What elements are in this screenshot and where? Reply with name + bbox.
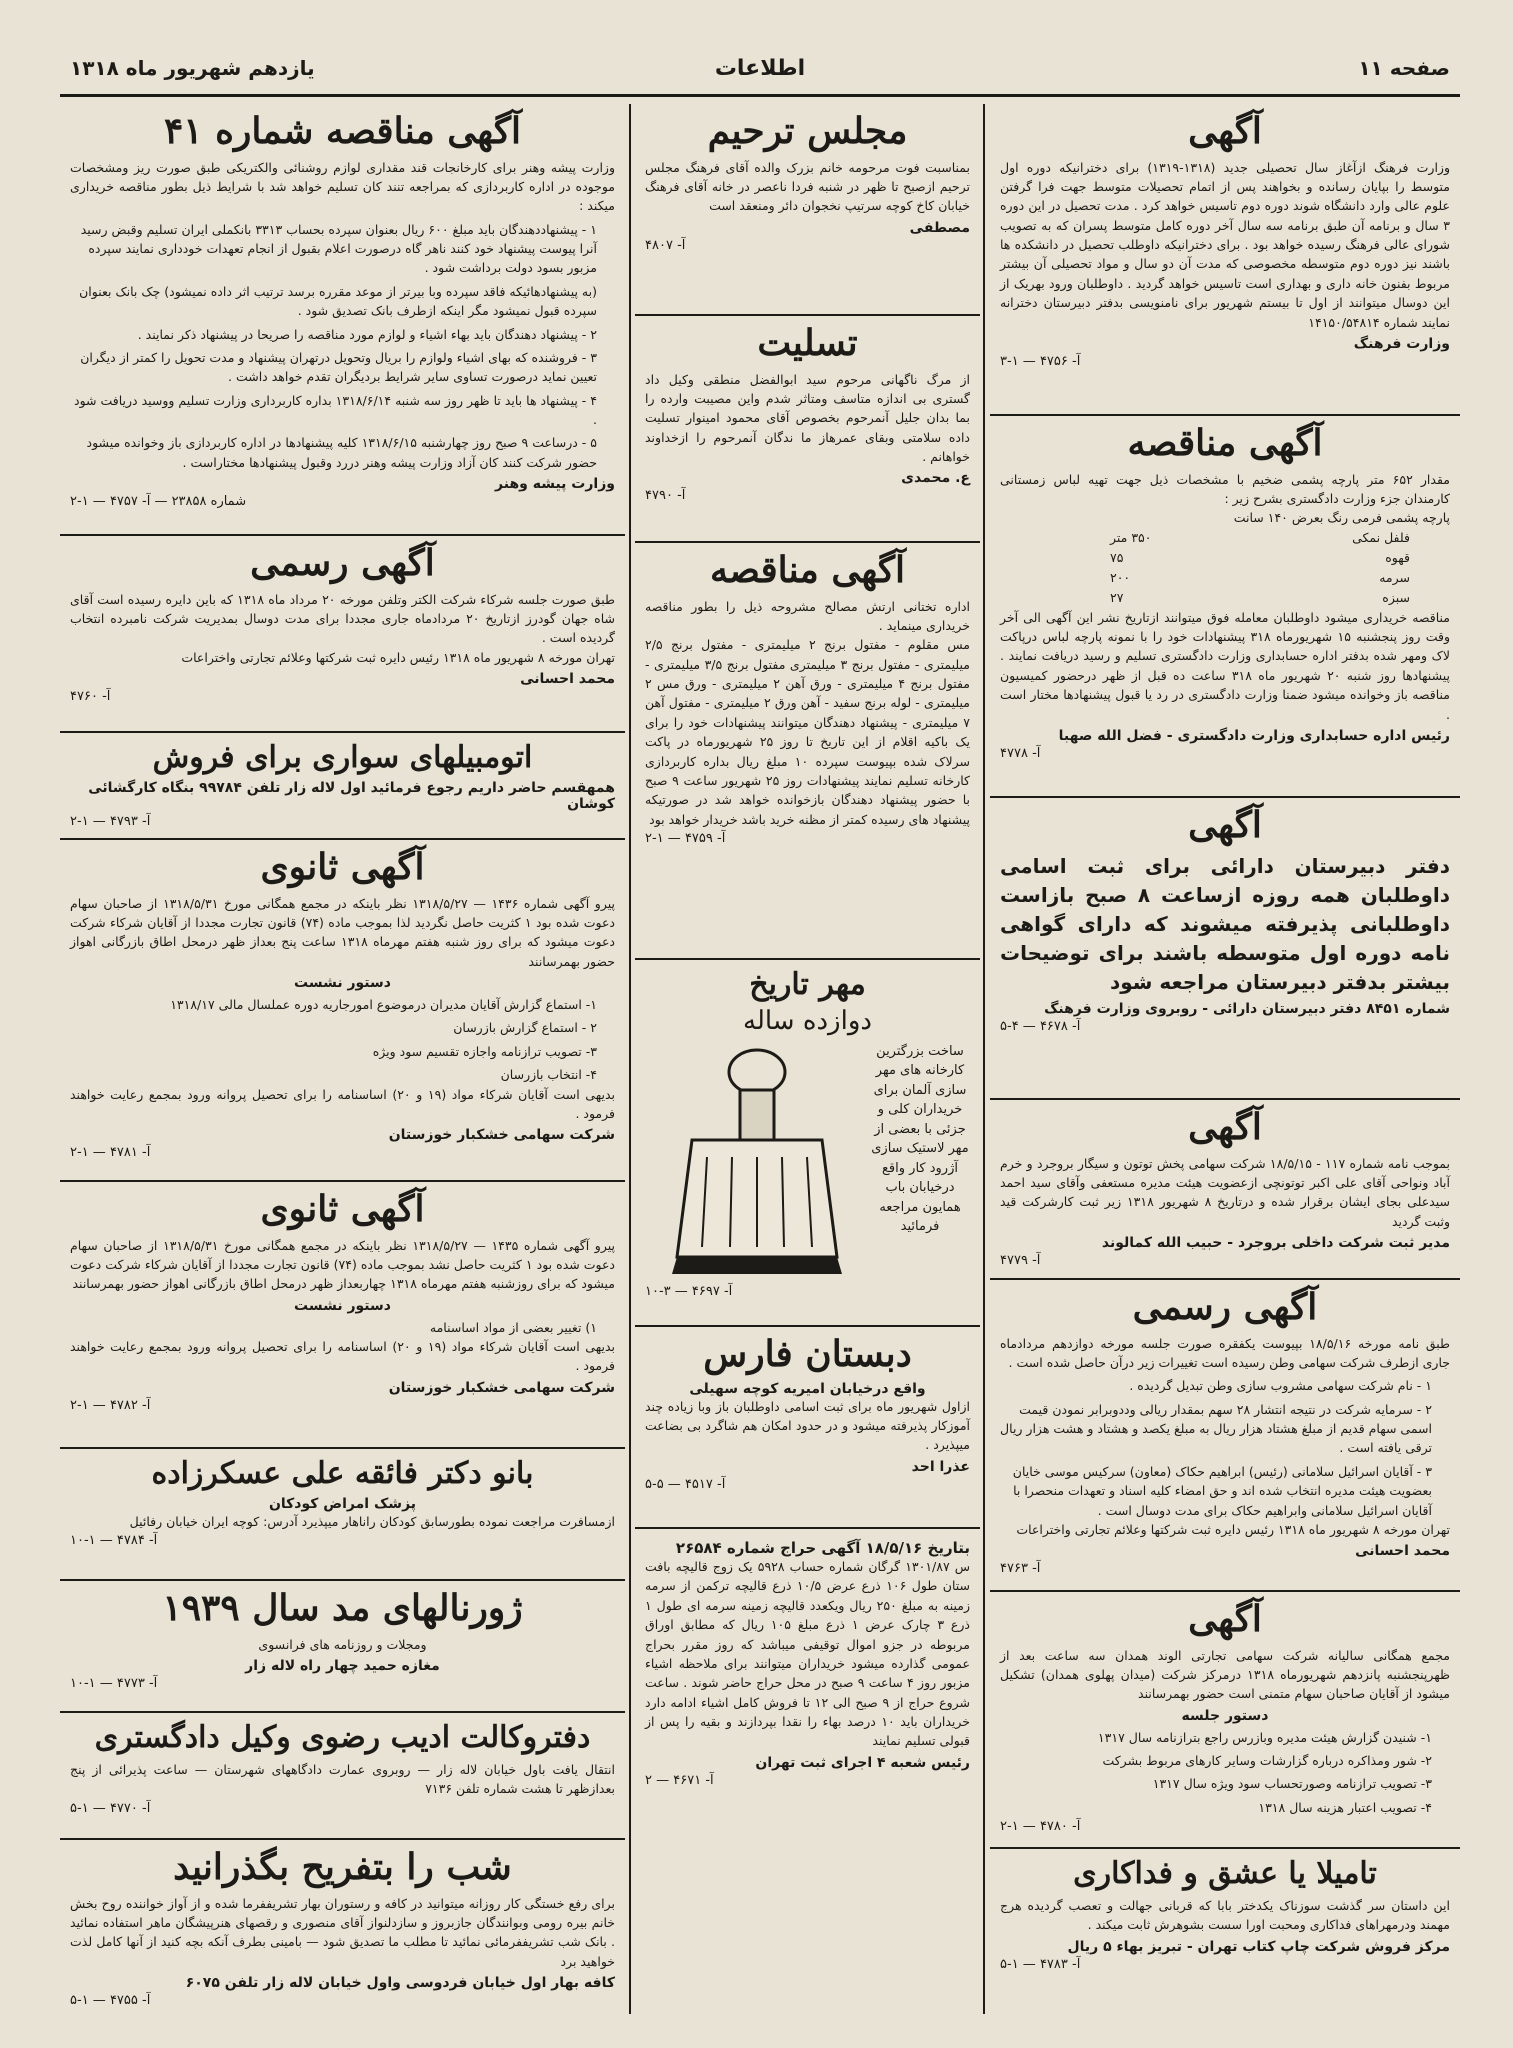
ad-army-tender [635, 543, 980, 960]
ad-official-electro [60, 536, 625, 733]
ad-item: ۲ - پیشنهاد دهندگان باید بهاء اشیاء و لوازم مورد مناقصه را صریحا در پیشنهاد ذکر نمایند . [137, 326, 597, 342]
ad-title: آگهی ثانوی [260, 1188, 425, 1230]
ad-sign: شرکت سهامی خشکبار خوزستان [388, 1127, 615, 1144]
ad-code: آ- ۴۷۵۶ — ۱-۳ [1000, 353, 1081, 369]
ad-date-stamp [635, 960, 980, 1327]
ad-secondary-1 [60, 840, 625, 1182]
ad-sign: محمد احسانی [1355, 1543, 1450, 1560]
ad-sign: عذرا احد [911, 1458, 970, 1475]
ad-subtitle: دستور جلسه [1181, 1707, 1269, 1724]
ad-code: آ- ۴۶۷۱ — ۲ [645, 1772, 714, 1788]
ad-title: آگهی [1188, 110, 1262, 152]
ad-cars-sale [60, 733, 625, 840]
ad-body: از مرگ ناگهانی مرحوم سید ابوالفضل منطقی وکیل داد گستری بی اندازه متاسف ومتاثر شدم واین مصیبت وارده را بما بدان جلیل آنمرحوم بخصوص آقای محمود امینوار تسلیت داده سلامتی وبقای عمرهاز ما ندگان آنمرحوم را ازخداوند خواهانم . [645, 371, 970, 465]
ad-item: ۱- شنیدن گزارش هیئت مدیره وبازرس راجع بترازنامه سال ۱۳۱۷ [1097, 1729, 1432, 1745]
ad-item: ۱- استماع گزارش آقایان مدیران درموضوع امورجاریه دوره عملسال مالی ۱۳۱۸/۱۷ [170, 997, 597, 1013]
ad-item: ۳- تصویب ترازنامه وصورتحساب سود ویژه سال ۱۳۱۷ [1152, 1776, 1432, 1792]
ad-item: ۲- شور ومذاکره درباره گزارشات وسایر کارهای مربوط بشرکت [1102, 1753, 1432, 1769]
ad-alvand-meeting [990, 1592, 1460, 1849]
ad-code: آ- ۴۵۱۷ — ۵-۵ [645, 1476, 726, 1492]
ad-title: تامیلا یا عشق و فداکاری [1073, 1856, 1377, 1891]
ad-title: ژورنالهای مد سال ۱۹۳۹ [162, 1587, 523, 1629]
ad-body: اداره تختانی ارتش مصالح مشروحه ذیل را بطور مناقصه خریداری مینماید . [645, 598, 970, 633]
ad-code: آ- ۴۶۷۸ — ۴-۵ [1000, 1018, 1081, 1034]
ad-body: همهقسم حاضر داریم رجوع فرمائید اول لاله زار تلفن ۹۹۷۸۴ بنگاه کارگشائی کوشان [88, 780, 615, 812]
ad-code: آ- ۴۷۷۳ — ۱-۱۰ [70, 1675, 158, 1691]
table-row: سرمه ۲۰۰ [1110, 569, 1410, 585]
ad-memorial [635, 104, 980, 316]
ad-title: آگهی مناقصه [709, 549, 906, 591]
ad-body: وزارت فرهنگ ازآغاز سال تحصیلی جدید (۱۳۱۸-۱۳۱۹) برای دخترانیکه دوره اول متوسط را بپایان رسانده و بخواهند پس از اتمام تحصیلات متوسط جهت فرا گرفتن علوم عالی وارد دانشگاه شوند دوره دوم تاسیس خواهد کرد . مدت تحصیل در این دوره ۳ سال و برنامه آن طبق برنامه سه سال آخر دوره کامل متوسط پسران که به تصویب شورای عالی فرهنگ رسیده خواهد بود . برای دخترانیکه داوطلب تحصیل در دانشکده ها باشند نیز دوره دوم متوسطه مخصوصی که مدت آن دو سال و مواد تحصیلی آن بیشتر مربوط بفنون خانه داری و بهداری است تاسیس خواهد گردید . داوطلبان ورود بهریک از این دوسال میتوانند از اول تا بیستم شهریور برای نامنویسی بدفتر دبیرستان دخترانه نمایند شماره ۱۴۱۵۰/۵۴۸۱۴ [1000, 159, 1450, 330]
ad-title: مهر تاریخ [749, 967, 866, 1002]
page-number: صفحه ۱۱ [1358, 56, 1450, 80]
ad-lawyer-office [60, 1713, 625, 1840]
ad-code: آ- ۴۷۵۵ — ۱-۵ [70, 1993, 151, 2009]
ad-body-2: مناقصه خریداری میشود داوطلبان معامله فوق میتوانند ازتاریخ نشر این آگهی الی آخر وقت روز پنجشنبه ۱۵ شهریورماه ۳۱۸ پیشنهادات خود را با نمونه پارچه لباس درپاکت لاک ومهر شده بدفتر اداره حسابداری وزارت دادگستری تسلیم و رسید دریافت نمایند . پیشنهادها روز شنبه ۲۰ شهریور ماه ۳۱۸ ساعت ده قبل از ظهر درحضور کمیسیون مناقصه باز وخوانده میشود ضمنا وزارت دادگستری در رد یا قبول پیشنهادها مختار است . [1000, 609, 1450, 722]
ad-title: مجلس ترحیم [707, 110, 908, 152]
ad-finance-school [990, 798, 1460, 1100]
table-row: سبزه ۲۷ [1110, 589, 1410, 605]
ad-item: ۳ - فروشنده که بهای اشیاء ولوازم را بریال وتحویل درتهران پیشنهاد و مدت تحویل را کمتر از دیگران تعیین نماید درصورت تساوی سایر شرایط بردیگران تقدم خواهد داشت . [80, 349, 597, 385]
ad-code: آ- ۴۷۷۸ [1000, 745, 1041, 761]
ad-body: پیرو آگهی شماره ۱۴۳۶ — ۱۳۱۸/۵/۲۷ نظر باینکه در مجمع همگانی مورخ ۱۳۱۸/۵/۳۱ از صاحبان سهام دعوت شده بود ۱ کثریت حاصل نگردید لذا بموجب ماده (۷۴) قانون تجارت مجددا از آقایان شرکاء شرکت دعوت میشود که برای روز شنبه هفتم مهرماه ۱۳۱۸ ساعت پنج بعداز ظهر درمحل اطاق بازرگانی اهواز حضور بهمرسانند [70, 895, 615, 969]
stamp-description: ساخت بزرگترین کارخانه های مهر سازی آلمان برای خریداران کلی و جزئی با بعضی از مهر لاستیک سازی آژرود کار واقع درخیابان باب همایون مراجعه فرمائید [871, 1043, 969, 1235]
ad-title: آگهی رسمی [250, 542, 435, 584]
ad-date-line: تهران مورخه ۸ شهریور ماه ۱۳۱۸ رئیس دایره ثبت شرکتها وعلائم تجارتی واختراعات [181, 649, 615, 665]
ad-code: آ- ۴۷۹۰ [645, 488, 686, 504]
ad-fars-school [635, 1327, 980, 1529]
ad-title: آگهی [1188, 804, 1262, 846]
ad-doctor [60, 1449, 625, 1581]
ad-secondary-2 [60, 1182, 625, 1449]
left-column [60, 104, 625, 2014]
ad-sign: محمد احسانی [520, 671, 615, 688]
ad-sign: ع. محمدی [901, 470, 970, 487]
ad-item: ۳ - آقایان اسرائیل سلامانی (رئیس) ابراهیم حکاک (معاون) سرکیس موسی خایان بعضویت هیئت مدیره انتخاب شده اند و حق امضاء کلیه اسناد و تعهدات منحصرا با آقایان اسرائیل سلامانی وابراهیم حکاک برای مدت دوسال است . [1012, 1463, 1432, 1518]
ad-body: مجمع همگانی سالیانه شرکت سهامی تجارتی الوند همدان سه ساعت بعد از ظهرپنجشنبه پانزدهم شهریورماه ۱۳۱۸ درمرکز شرکت (میدان پهلوی همدان) تشکیل میشود از آقایان صاحبان سهام متمنی است حضور بهمرسانند [1000, 1647, 1450, 1702]
ad-date-line: تهران مورخه ۸ شهریور ماه ۱۳۱۸ رئیس دایره ثبت شرکتها وعلائم تجارتی واختراعات [1016, 1521, 1450, 1537]
issue-date: یازدهم شهریور ماه ۱۳۱۸ [70, 56, 315, 80]
ad-title: دفتروکالت ادیب رضوی وکیل دادگستری [94, 1720, 591, 1755]
ad-subtitle: دستور نشست [294, 1297, 391, 1314]
ad-code: آ- ۴۷۸۲ — ۱-۲ [70, 1397, 151, 1413]
ad-code: آ- ۴۷۶۳ [1000, 1561, 1041, 1577]
ad-body: س ۱۳۰۱/۸۷ گرگان شماره حساب ۵۹۲۸ یک زوج قالیچه بافت ستان طول ۱۰۶ ذرع عرض ۱۰/۵ ذرع قالیچه ترکمن از سرمه زمینه به مبلغ ۲۵۰ ریال ویکعدد قالیچه زمینه سرمه ای طول ۱ ذرع ۳ چارک عرض ۱ ذرع مبلغ ۱۰۵ ریال که مطابق اوراق مربوطه در جزو اموال توقیفی میباشد که روز مقرر بحراج عمومی گذارده میشود خریداران میتوانند برای ملاحظه اشیاء مزبور روز ۴ ساعت ۹ صبح در محل حراج حاضر شوند . ساعت شروع حراج از ۹ صبح الی ۱۲ تا فروش کامل اشیاء ادامه دارد خریداران باید ۱۰ درصد بهاء را نقدا بپردازند و بقیه را پس از قبولی تسلیم نمایند [645, 1559, 971, 1749]
ad-title: آگهی [1188, 1598, 1262, 1640]
newspaper-name: اطلاعات [714, 56, 806, 81]
ad-code: آ- ۴۷۹۳ — ۱-۲ [70, 814, 151, 829]
table-row: فلفل نمکی ۳۵۰ متر [1110, 529, 1410, 545]
middle-column [635, 104, 980, 2014]
ad-subtitle: دوازده ساله [743, 1006, 872, 1036]
ad-sign: مصطفی [909, 219, 970, 236]
ad-code: آ- ۴۷۸۳ — ۱-۵ [1000, 1956, 1081, 1972]
table-row: قهوه ۷۵ [1110, 549, 1410, 565]
ad-sign: کافه بهار اول خیابان فردوسی واول خیابان لاله زار تلفن ۶۰۷۵ [185, 1975, 615, 1992]
newspaper-page [60, 50, 1460, 2020]
ad-title: شب را بتفریح بگذرانید [173, 1846, 512, 1888]
ad-subtitle: دستور نشست [294, 975, 391, 992]
ad-body: بمناسبت فوت مرحومه خانم بزرک والده آقای فرهنگ مجلس ترحیم ازصبح تا ظهر در شنبه فردا ناعصر در خانه آقای فرهنگ خیابان کاخ کوچه سرتیپ نخجوان دائر ومنعقد است [645, 159, 970, 214]
rubber-stamp-icon [652, 1042, 862, 1282]
column-divider [983, 104, 985, 2014]
ad-item: ۴- تصویب اعتبار هزینه سال ۱۳۱۸ [1258, 1799, 1432, 1815]
ad-title: آگهی [1188, 1106, 1262, 1148]
ad-body: ومجلات و روزنامه های فرانسوی [258, 1636, 427, 1652]
ad-body: برای رفع خستگی کار روزانه میتوانید در کافه و رستوران بهار تشریففرما شده و از آواز خواننده روح بخش خانم بیره رومی وبوانندگان جازبروز و سازدلنواز آقای منصوری و رقصهای هنرپیشگان ماهر استفاده نمائید . بانک شب تشریففرمائی نمائید تا مطلب ما تصدیق شود — بامینی بطرف آنکه بچه کنید از آنها کامل لذت خواهید برد [70, 1895, 615, 1969]
ad-item: ۱ - پیشنهاددهندگان باید مبلغ ۶۰۰ ریال بعنوان سپرده بحساب ۳۳۱۳ بانکملی ایران تسلیم وقبض رسید آنرا پیوست پیشنهاد خود کنند ناهر گاه درصورت اعلام بقبول از انجام تعهدات خودداری نمایند سپرده مزبور بسود دولت برداشت شود . [80, 221, 597, 276]
ad-title: آگهی ثانوی [260, 846, 425, 888]
ad-code: آ- ۴۶۹۷ — ۳-۱۰ [645, 1283, 733, 1299]
ad-body: پیرو آگهی شماره ۱۴۳۵ — ۱۳۱۸/۵/۲۷ نظر باینکه در مجمع همگانی مورخ ۱۳۱۸/۵/۳۱ از صاحبان سهام دعوت شده بود ۱ کثریت حاصل نشد بموجب ماده (۷۴) قانون تجارت مجددا از آقایان شرکاء شرکت دعوت میشود که برای روزشنبه هفتم مهرماه ۱۳۱۸ چهاربعداز ظهر درمحل اطاق بازرگانی اهواز حضور بهمرسانند [70, 1237, 615, 1292]
ad-items: مس مقلوم - مفتول برنج ۲ میلیمتری - مفتول برنج ۲/۵ میلیمتری - مفتول برنج ۳ میلیمتری مفتول برنج ۳/۵ میلیمتری - مفتول برنج ۴ میلیمتری - ورق آهن ۲ میلیمتری - ورق مس ۲ میلیمتری - لوله برنج سفید - آهن ورق ۲ میلیمتری - مفتول آهن ۷ میلیمتری - پیشنهاد دهندگان میتوانند پیشنهادات خود را برای یک باکیه اقلام از این تاریخ تا روز ۲۵ شهریورماه در پاکت سرلاک شده بپیوست سپرده ۱۰ مبلغ ریال بداره کاربردازی کارخانه تسلیم نمایند پیشنهادات روز ۲۵ شهریور ساعت ۹ صبح با حضور پیشنهاد دهندگان بازخوانده خواهد شد در صورتیکه پیشنهاد های رسیده کمتر از مظنه خرید باشد خریدار خواهد بود [645, 637, 971, 827]
ad-body: طبق نامه مورخه ۱۸/۵/۱۶ بپیوست یکفقره صورت جلسه مورخه دوازدهم مردادماه جاری ازطرف شرکت سهامی وطن رسیده است تغییرات زیر درآن حاصل شده است . [1000, 1335, 1450, 1370]
ad-tender-justice [990, 416, 1460, 798]
ad-item: ۲ - سرمایه شرکت در نتیجه انتشار ۲۸ سهم بمقدار ریالی وددوبرابر نمودن قیمت اسمی سهام قدیم از مبلغ هشتاد هزار ریال به مبلغ یکصد و هشتاد و هشت هزار ریال ترقی یافته است . [1000, 1401, 1432, 1456]
ad-code: آ- ۴۷۷۰ — ۱-۵ [70, 1800, 151, 1816]
fabric-table [1000, 528, 1450, 608]
ad-sign: رئیس اداره حسابداری وزارت دادگستری - فضل الله صهبا [1058, 727, 1450, 744]
ad-sign: رئیس شعبه ۴ اجرای ثبت تهران [755, 1754, 970, 1771]
ad-body: دفتر دبیرستان دارائی برای ثبت اسامی داوطلبان همه روزه ازساعت ۸ صبح بازاست داوطلبانی پذیرفته میشوند که دارای گواهی نامه دوره اول متوسطه باشند برای توضیحات بیشتر بدفتر دبیرستان مراجعه شود [1000, 853, 1451, 994]
ad-tender-41 [60, 104, 625, 536]
ad-code: شماره ۲۳۸۵۸ — آ- ۴۷۵۷ — ۱-۲ [70, 494, 247, 510]
ad-title: آگهی مناقصه [1127, 422, 1323, 464]
ad-title: اتومبیلهای سواری برای فروش [152, 740, 533, 775]
ad-sign: مغازه حمید چهار راه لاله زار [245, 1657, 440, 1674]
ad-body: ازمسافرت مراجعت نموده بطورسابق کودکان راناهار میپذیرد آدرس: کوچه ایران خیابان رفائیل [129, 1514, 615, 1529]
ad-note: بدیهی است آقایان شرکاء مواد (۱۹ و ۲۰) اساسنامه را برای تحصیل پروانه ورود بمجمع رعایت خواهند فرمود . [70, 1086, 616, 1121]
ad-item: ۱) تغییر بعضی از مواد اساسنامه [429, 1319, 597, 1335]
ad-item: ۵ - درساعت ۹ صبح روز چهارشنبه ۱۳۱۸/۶/۱۵ کلیه پیشنهادها در اداره کاربردازی باز وخوانده میشود حضور شرکت کنند کان آزاد وزارت پیشه وهنر دررد وقبول پیشنهادها مختاراست . [86, 435, 597, 470]
stamp-row [645, 1042, 970, 1282]
ad-footer: شماره ۸۴۵۱ دفتر دبیرستان دارائی - روبروی وزارت فرهنگ [1044, 1000, 1450, 1017]
ad-code: آ- ۴۷۶۰ [70, 689, 111, 705]
ad-auction [635, 1529, 980, 2014]
ad-title: تسلیت [757, 322, 858, 364]
ad-tobacco-company [990, 1100, 1460, 1280]
ad-code: آ- ۴۷۸۱ — ۱-۲ [70, 1145, 151, 1161]
ad-sign: شرکت سهامی خشکبار خوزستان [388, 1379, 615, 1396]
ad-item: ۴- انتخاب بازرسان [500, 1067, 597, 1083]
ad-body: این داستان سر گذشت سوزناک یکدختر بابا که قربانی جهالت و تعصب گردیده هرج مهمند ودرمهراهای فداکاری ومحبت اورا سست بشوهرش ثابت میکند . [1000, 1898, 1450, 1933]
ad-item: (به پیشنهادهائیکه فاقد سپرده وبا بیرتر از موعد مقرره برسد ترتیب اثر داده نمیشود) چک بانک بعنوان سپرده قبول نمیشود مگر اینکه ازطرف بانک تصدیق شود . [79, 283, 597, 319]
ad-body: بموجب نامه شماره ۱۱۷ - ۱۸/۵/۱۵ شرکت سهامی پخش توتون و سیگار بروجرد و خرم آباد ونواحی آقای علی اکبر توتونچی ازعضویت هیئت مدیره مستعفی وآقای سید احمد سیدعلی بجای ایشان برقرار شده و درتاریخ ۸ شهریور ۱۳۱۸ زیر ثبت کارشرکت قید وثبت گردید [1000, 1155, 1450, 1229]
ad-title: بانو دکتر فائقه علی عسکرزاده [151, 1456, 534, 1491]
ad-item: ۱ - نام شرکت سهامی مشروب سازی وطن تبدیل گردیده . [1129, 1378, 1432, 1394]
ad-journals [60, 1581, 625, 1713]
column-divider [629, 104, 631, 2014]
ad-cafe-bahar [60, 1840, 625, 2014]
ad-code: آ- ۴۷۷۹ [1000, 1253, 1041, 1269]
ad-item: ۲ - استماع گزارش بازرسان [453, 1020, 597, 1036]
ad-title: بتاریخ ۱۸/۵/۱۶ آگهی حراج شماره ۲۶۵۸۴ [675, 1539, 970, 1557]
ad-body: ازاول شهریور ماه برای ثبت اسامی داوطلبان باز وبا زیاده چند آموزکار پذیرفته میشود و در حدود امکان هم شاگرد بی بضاعت میپذیرد . [645, 1398, 970, 1453]
ad-sign: وزارت فرهنگ [1353, 335, 1450, 352]
page-header [60, 50, 1460, 97]
ad-item: ۴ - پیشنهاد ها باید تا ظهر روز سه شنبه ۱۳۱۸/۶/۱۴ بداره کاربرداری وزارت تسلیم ووسید دریافت شود . [74, 392, 597, 428]
ad-note: بدیهی است آقایان شرکاء مواد (۱۹ و ۲۰) اساسنامه را برای تحصیل پروانه ورود بمجمع رعایت خواهند فرمود . [70, 1339, 616, 1374]
ad-sign: مدیر ثبت شرکت داخلی بروجرد - حبیب الله کمالوند [1101, 1235, 1450, 1252]
ad-condolence [635, 316, 980, 543]
ad-body: انتقال یافت باول خیابان لاله زار — روبروی عمارت دادگاههای شهرستان — ساعت پذیرائی از پنج بعدازظهر تا هشت شماره تلفن ۷۱۳۶ [70, 1762, 615, 1797]
ad-title: دبستان فارس [703, 1333, 912, 1375]
ad-body: وزارت پیشه وهنر برای کارخانجات قند مقداری لوازم روشنائی والکتریکی طبق صورت ریز ومشخصات موجوده در اداره کاربردازی که بمراجعه تنند کان تسلیم خواهد شد با شرایط ذیل بطور مناقصه خریداری میکند : [70, 159, 615, 214]
ad-code: آ- ۴۷۸۴ — ۱-۱۰ [70, 1533, 158, 1549]
ad-sign: مرکز فروش شرکت چاپ کتاب تهران - تبریز بهاء ۵ ریال [1067, 1938, 1450, 1955]
ad-title: آگهی مناقصه شماره ۴۱ [163, 110, 522, 152]
ad-official-vatan [990, 1280, 1460, 1592]
ad-item: ۳- تصویب ترازنامه واجازه تقسیم سود ویژه [372, 1043, 597, 1059]
ad-subtitle: واقع درخیابان امیریه کوچه سهیلی [689, 1380, 926, 1397]
right-column [990, 104, 1460, 2014]
ad-body: مقدار ۶۵۲ متر پارچه پشمی ضخیم با مشخصات ذیل جهت تهیه لباس زمستانی کارمندان جزء وزارت دادگستری بشرح زیر : [1000, 471, 1450, 506]
ad-subtitle: پزشک امراض کودکان [268, 1496, 417, 1512]
ad-title: آگهی رسمی [1132, 1286, 1318, 1328]
ad-book-tamila [990, 1849, 1460, 2014]
table-header: پارچه پشمی فرمی رنگ بعرض ۱۴۰ سانت [1233, 510, 1450, 526]
ad-sign: وزارت پیشه وهنر [495, 476, 615, 493]
ad-code: آ- ۴۸۰۷ [645, 237, 686, 253]
ad-code: آ- ۴۷۸۰ — ۱-۲ [1000, 1819, 1081, 1835]
ad-code: آ- ۴۷۵۹ — ۱-۲ [645, 831, 726, 847]
ad-body: طبق صورت جلسه شرکاء شرکت الکتر وتلفن مورخه ۲۰ مرداد ماه ۱۳۱۸ که باین دایره رسیده است آقای شاه جهان گودرز ازتاریخ ۲۰ مردادماه جاری مجددا برای مدت دوسال بمدیریت شرکت نامبرده انتخاب گردیده است . [70, 591, 615, 646]
ad-education-ministry [990, 104, 1460, 416]
